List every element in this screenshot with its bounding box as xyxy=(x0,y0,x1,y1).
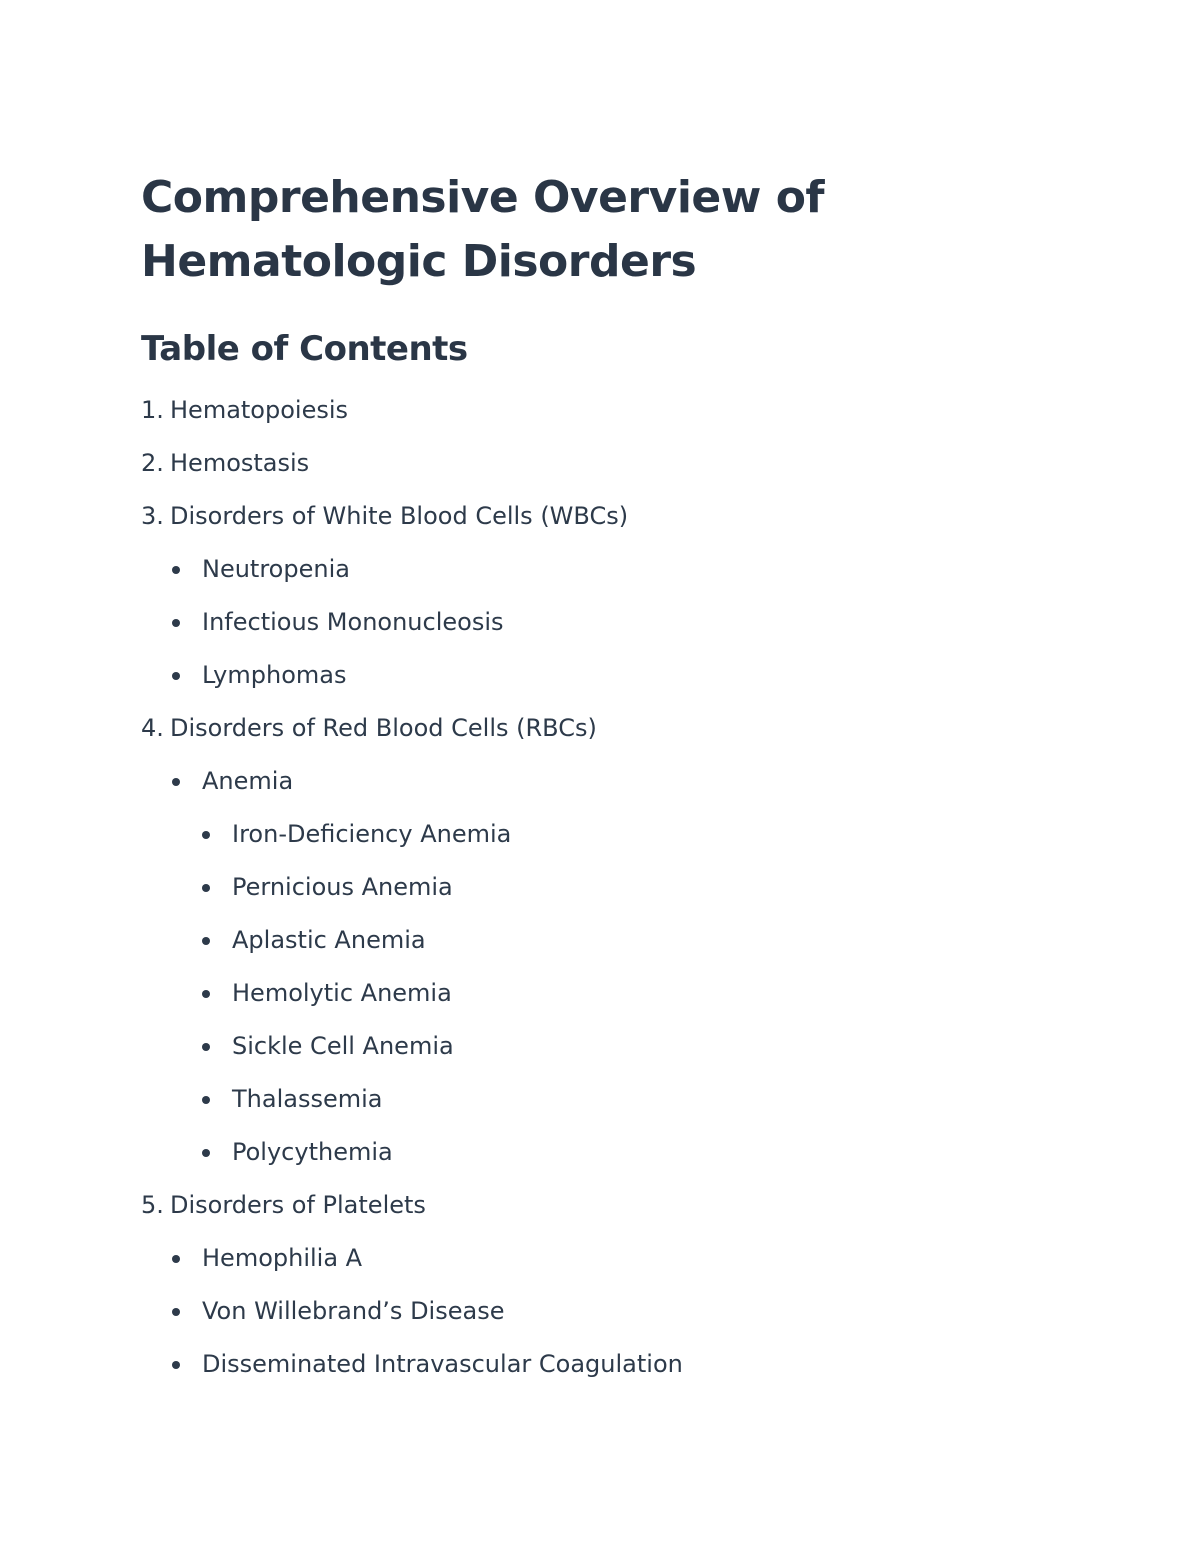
toc-item-number: 4. xyxy=(141,714,164,742)
bullet-icon xyxy=(202,1149,210,1157)
toc-item-label: Neutropenia xyxy=(202,555,350,583)
toc-item-label: Hemolytic Anemia xyxy=(232,979,452,1007)
table-of-contents xyxy=(141,396,1041,1403)
bullet-icon xyxy=(172,1308,180,1316)
bullet-icon xyxy=(202,990,210,998)
toc-item-label: Pernicious Anemia xyxy=(232,873,453,901)
bullet-icon xyxy=(202,937,210,945)
bullet-icon xyxy=(202,1096,210,1104)
toc-item-number: 3. xyxy=(141,502,164,530)
toc-item-infectious-mononucleosis xyxy=(141,608,1041,661)
toc-item-dic xyxy=(141,1350,1041,1403)
toc-item-aplastic-anemia xyxy=(141,926,1041,979)
bullet-icon xyxy=(202,1043,210,1051)
bullet-icon xyxy=(172,672,180,680)
toc-item-label: Hematopoiesis xyxy=(170,396,349,424)
document-title xyxy=(141,166,1041,294)
toc-item-label: Disorders of Platelets xyxy=(170,1191,426,1219)
document-title-line-1: Comprehensive Overview of xyxy=(141,172,825,223)
toc-item-number: 2. xyxy=(141,449,164,477)
toc-item-iron-deficiency-anemia xyxy=(141,820,1041,873)
toc-item-lymphomas xyxy=(141,661,1041,714)
toc-item-label: Disorders of White Blood Cells (WBCs) xyxy=(170,502,629,530)
toc-item-label: Hemostasis xyxy=(170,449,310,477)
toc-item-hemophilia-a xyxy=(141,1244,1041,1297)
toc-item-sickle-cell-anemia xyxy=(141,1032,1041,1085)
toc-item-polycythemia xyxy=(141,1138,1041,1191)
toc-item-hemostasis xyxy=(141,449,1041,502)
toc-item-label: Aplastic Anemia xyxy=(232,926,426,954)
bullet-icon xyxy=(172,778,180,786)
toc-item-thalassemia xyxy=(141,1085,1041,1138)
toc-item-label: Iron-Deficiency Anemia xyxy=(232,820,512,848)
bullet-icon xyxy=(172,1255,180,1263)
toc-item-number: 1. xyxy=(141,396,164,424)
toc-item-pernicious-anemia xyxy=(141,873,1041,926)
toc-item-hemolytic-anemia xyxy=(141,979,1041,1032)
toc-item-von-willebrands-disease xyxy=(141,1297,1041,1350)
bullet-icon xyxy=(172,1361,180,1369)
toc-item-label: Thalassemia xyxy=(232,1085,383,1113)
toc-item-label: Hemophilia A xyxy=(202,1244,363,1272)
document-title-line-2: Hematologic Disorders xyxy=(141,236,697,287)
toc-item-label: Lymphomas xyxy=(202,661,347,689)
toc-item-label: Sickle Cell Anemia xyxy=(232,1032,454,1060)
toc-item-label: Disorders of Red Blood Cells (RBCs) xyxy=(170,714,597,742)
toc-item-hematopoiesis xyxy=(141,396,1041,449)
bullet-icon xyxy=(172,619,180,627)
bullet-icon xyxy=(202,831,210,839)
toc-heading: Table of Contents xyxy=(141,329,468,369)
toc-item-label: Infectious Mononucleosis xyxy=(202,608,504,636)
toc-item-wbc-disorders xyxy=(141,502,1041,555)
toc-item-number: 5. xyxy=(141,1191,164,1219)
toc-item-label: Disseminated Intravascular Coagulation xyxy=(202,1350,683,1378)
toc-item-label: Von Willebrand’s Disease xyxy=(202,1297,505,1325)
bullet-icon xyxy=(172,566,180,574)
toc-item-label: Polycythemia xyxy=(232,1138,393,1166)
toc-item-rbc-disorders xyxy=(141,714,1041,767)
toc-item-anemia xyxy=(141,767,1041,820)
toc-item-platelet-disorders xyxy=(141,1191,1041,1244)
toc-item-neutropenia xyxy=(141,555,1041,608)
document-page xyxy=(141,166,1041,1403)
toc-item-label: Anemia xyxy=(202,767,294,795)
bullet-icon xyxy=(202,884,210,892)
